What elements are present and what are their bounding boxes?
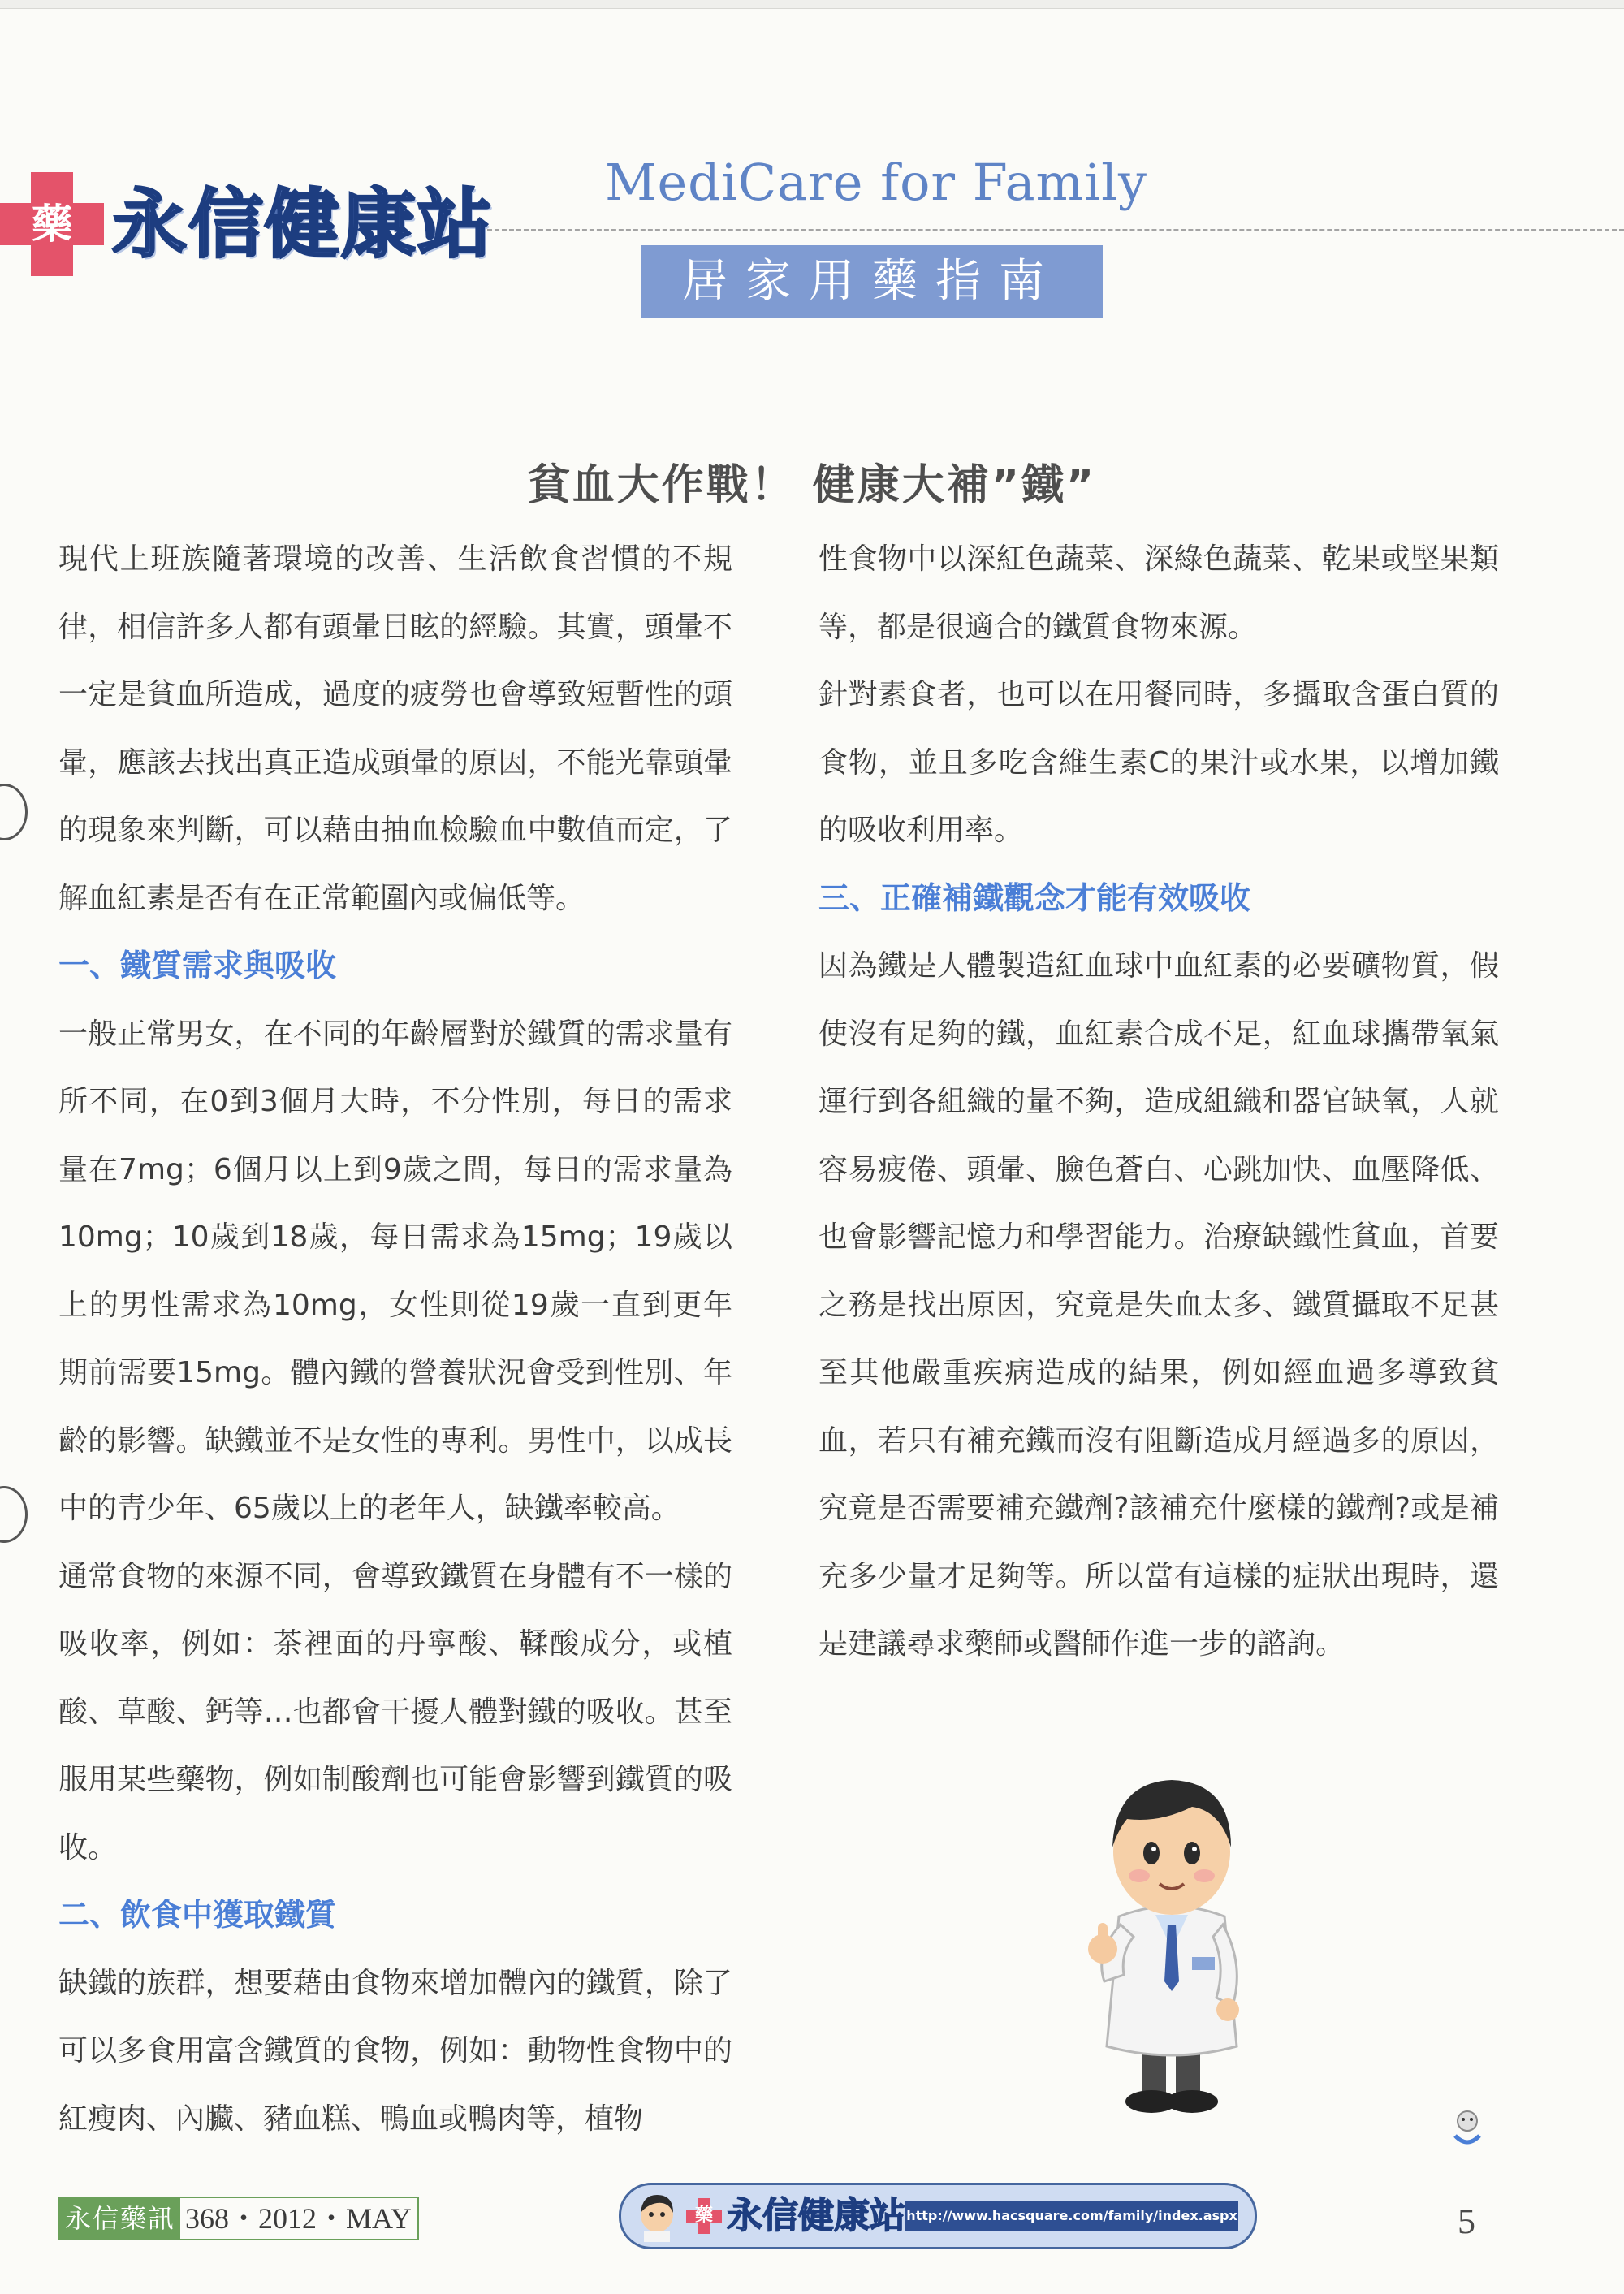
section-heading-iron-need: 一、鐵質需求與吸收 xyxy=(58,948,337,983)
brand-english-title: MediCare for Family xyxy=(605,153,1148,212)
brand-logo-text: 永信健康站 xyxy=(112,181,495,268)
paragraph-intro: 現代上班族隨著環境的改善、生活飲食習慣的不規律，相信許多人都有頭暈目眩的經驗。其實，頭暈不一定是貧血所造成，過度的疲勞也會導致短暫性的頭暈，應該去找出真正造成頭暈的原因，不能光靠頭暈的現象來判斷，可以藉由抽血檢驗血中數值而定，了解血紅素是否有在正常範圍內或偏低等。 xyxy=(58,542,732,915)
page-number: 5 xyxy=(1458,2201,1475,2241)
section-heading-correct-supplement: 三、正確補鐵觀念才能有效吸收 xyxy=(818,879,1251,916)
article-title: 貧血大作戰！ 健康大補”鐵” xyxy=(527,461,1097,510)
footer-brand-label: 永信藥訊 xyxy=(60,2198,180,2239)
footer-website-banner[interactable] xyxy=(619,2183,1257,2249)
mini-pharmacist-icon xyxy=(633,2190,681,2242)
paragraph-vegetarian: 針對素食者，也可以在用餐同時，多攝取含蛋白質的食物，並且多吃含維生素C的果汁或水果，以增加鐵的吸收利用率。 xyxy=(818,678,1499,847)
binding-mark-upper xyxy=(0,784,28,840)
article-left-column xyxy=(58,525,732,2153)
top-edge-rule xyxy=(0,0,1624,9)
small-cartoon-icon xyxy=(1447,2103,1488,2149)
pharmacist-mascot-illustration xyxy=(1070,1762,1273,2119)
header-dashed-divider xyxy=(487,229,1624,231)
footer-issue-number: 368・2012・MAY xyxy=(185,2202,412,2235)
footer-issue-badge xyxy=(58,2197,419,2240)
paragraph-plant-sources: 性食物中以深紅色蔬菜、深綠色蔬菜、乾果或堅果類等，都是很適合的鐵質食物來源。 xyxy=(818,542,1499,644)
footer-url-link[interactable]: http://www.hacsquare.com/family/index.aspx xyxy=(905,2201,1238,2231)
section-title-badge: 居家用藥指南 xyxy=(641,245,1103,318)
paragraph-absorption: 通常食物的來源不同，會導致鐵質在身體有不一樣的吸收率，例如：茶裡面的丹寧酸、鞣酸成分，或植酸、草酸、鈣等…也都會干擾人體對鐵的吸收。甚至服用某些藥物，例如制酸劑也可能會影響到鐵質的吸收。 xyxy=(58,1559,732,1864)
footer-cross-glyph: 藥 xyxy=(694,2205,713,2226)
logo-glyph: 藥 xyxy=(32,201,72,248)
article-right-column xyxy=(818,525,1499,1678)
paragraph-diet-sources: 缺鐵的族群，想要藉由食物來增加體內的鐵質，除了可以多食用富含鐵質的食物，例如：動物性食物中的紅瘦肉、內臟、豬血糕、鴨血或鴨肉等，植物 xyxy=(58,1966,732,2136)
paragraph-iron-requirement: 一般正常男女，在不同的年齡層對於鐵質的需求量有所不同，在0到3個月大時，不分性別，每日的需求量在7mg；6個月以上到9歲之間，每日的需求量為10mg；10歲到18歲，每日需求為15mg；19歲以上的男性需求為10mg，女性則從19歲一直到更年期前需要15mg。體內鐵的營養狀況會受到性別、年齡的影響。缺鐵並不是女性的專利。男性中，以成長中的青少年、65歲以上的老年人，缺鐵率較高。 xyxy=(58,1017,732,1525)
logo-cross-icon xyxy=(0,172,104,276)
section-heading-diet: 二、飲食中獲取鐵質 xyxy=(58,1897,337,1933)
footer-cross-icon xyxy=(686,2198,722,2234)
footer-banner-name: 永信健康站 xyxy=(727,2195,905,2236)
binding-mark-lower xyxy=(0,1486,28,1543)
paragraph-supplement-advice: 因為鐵是人體製造紅血球中血紅素的必要礦物質，假使沒有足夠的鐵，血紅素合成不足，紅血球攜帶氧氣運行到各組織的量不夠，造成組織和器官缺氧，人就容易疲倦、頭暈、臉色蒼白、心跳加快、血壓降低、也會影響記憶力和學習能力。治療缺鐵性貧血，首要之務是找出原因，究竟是失血太多、鐵質攝取不足甚至其他嚴重疾病造成的結果，例如經血過多導致貧血，若只有補充鐵而沒有阻斷造成月經過多的原因，究竟是否需要補充鐵劑?該補充什麼樣的鐵劑?或是補充多少量才足夠等。所以當有這樣的症狀出現時，還是建議尋求藥師或醫師作進一步的諮詢。 xyxy=(818,949,1499,1661)
